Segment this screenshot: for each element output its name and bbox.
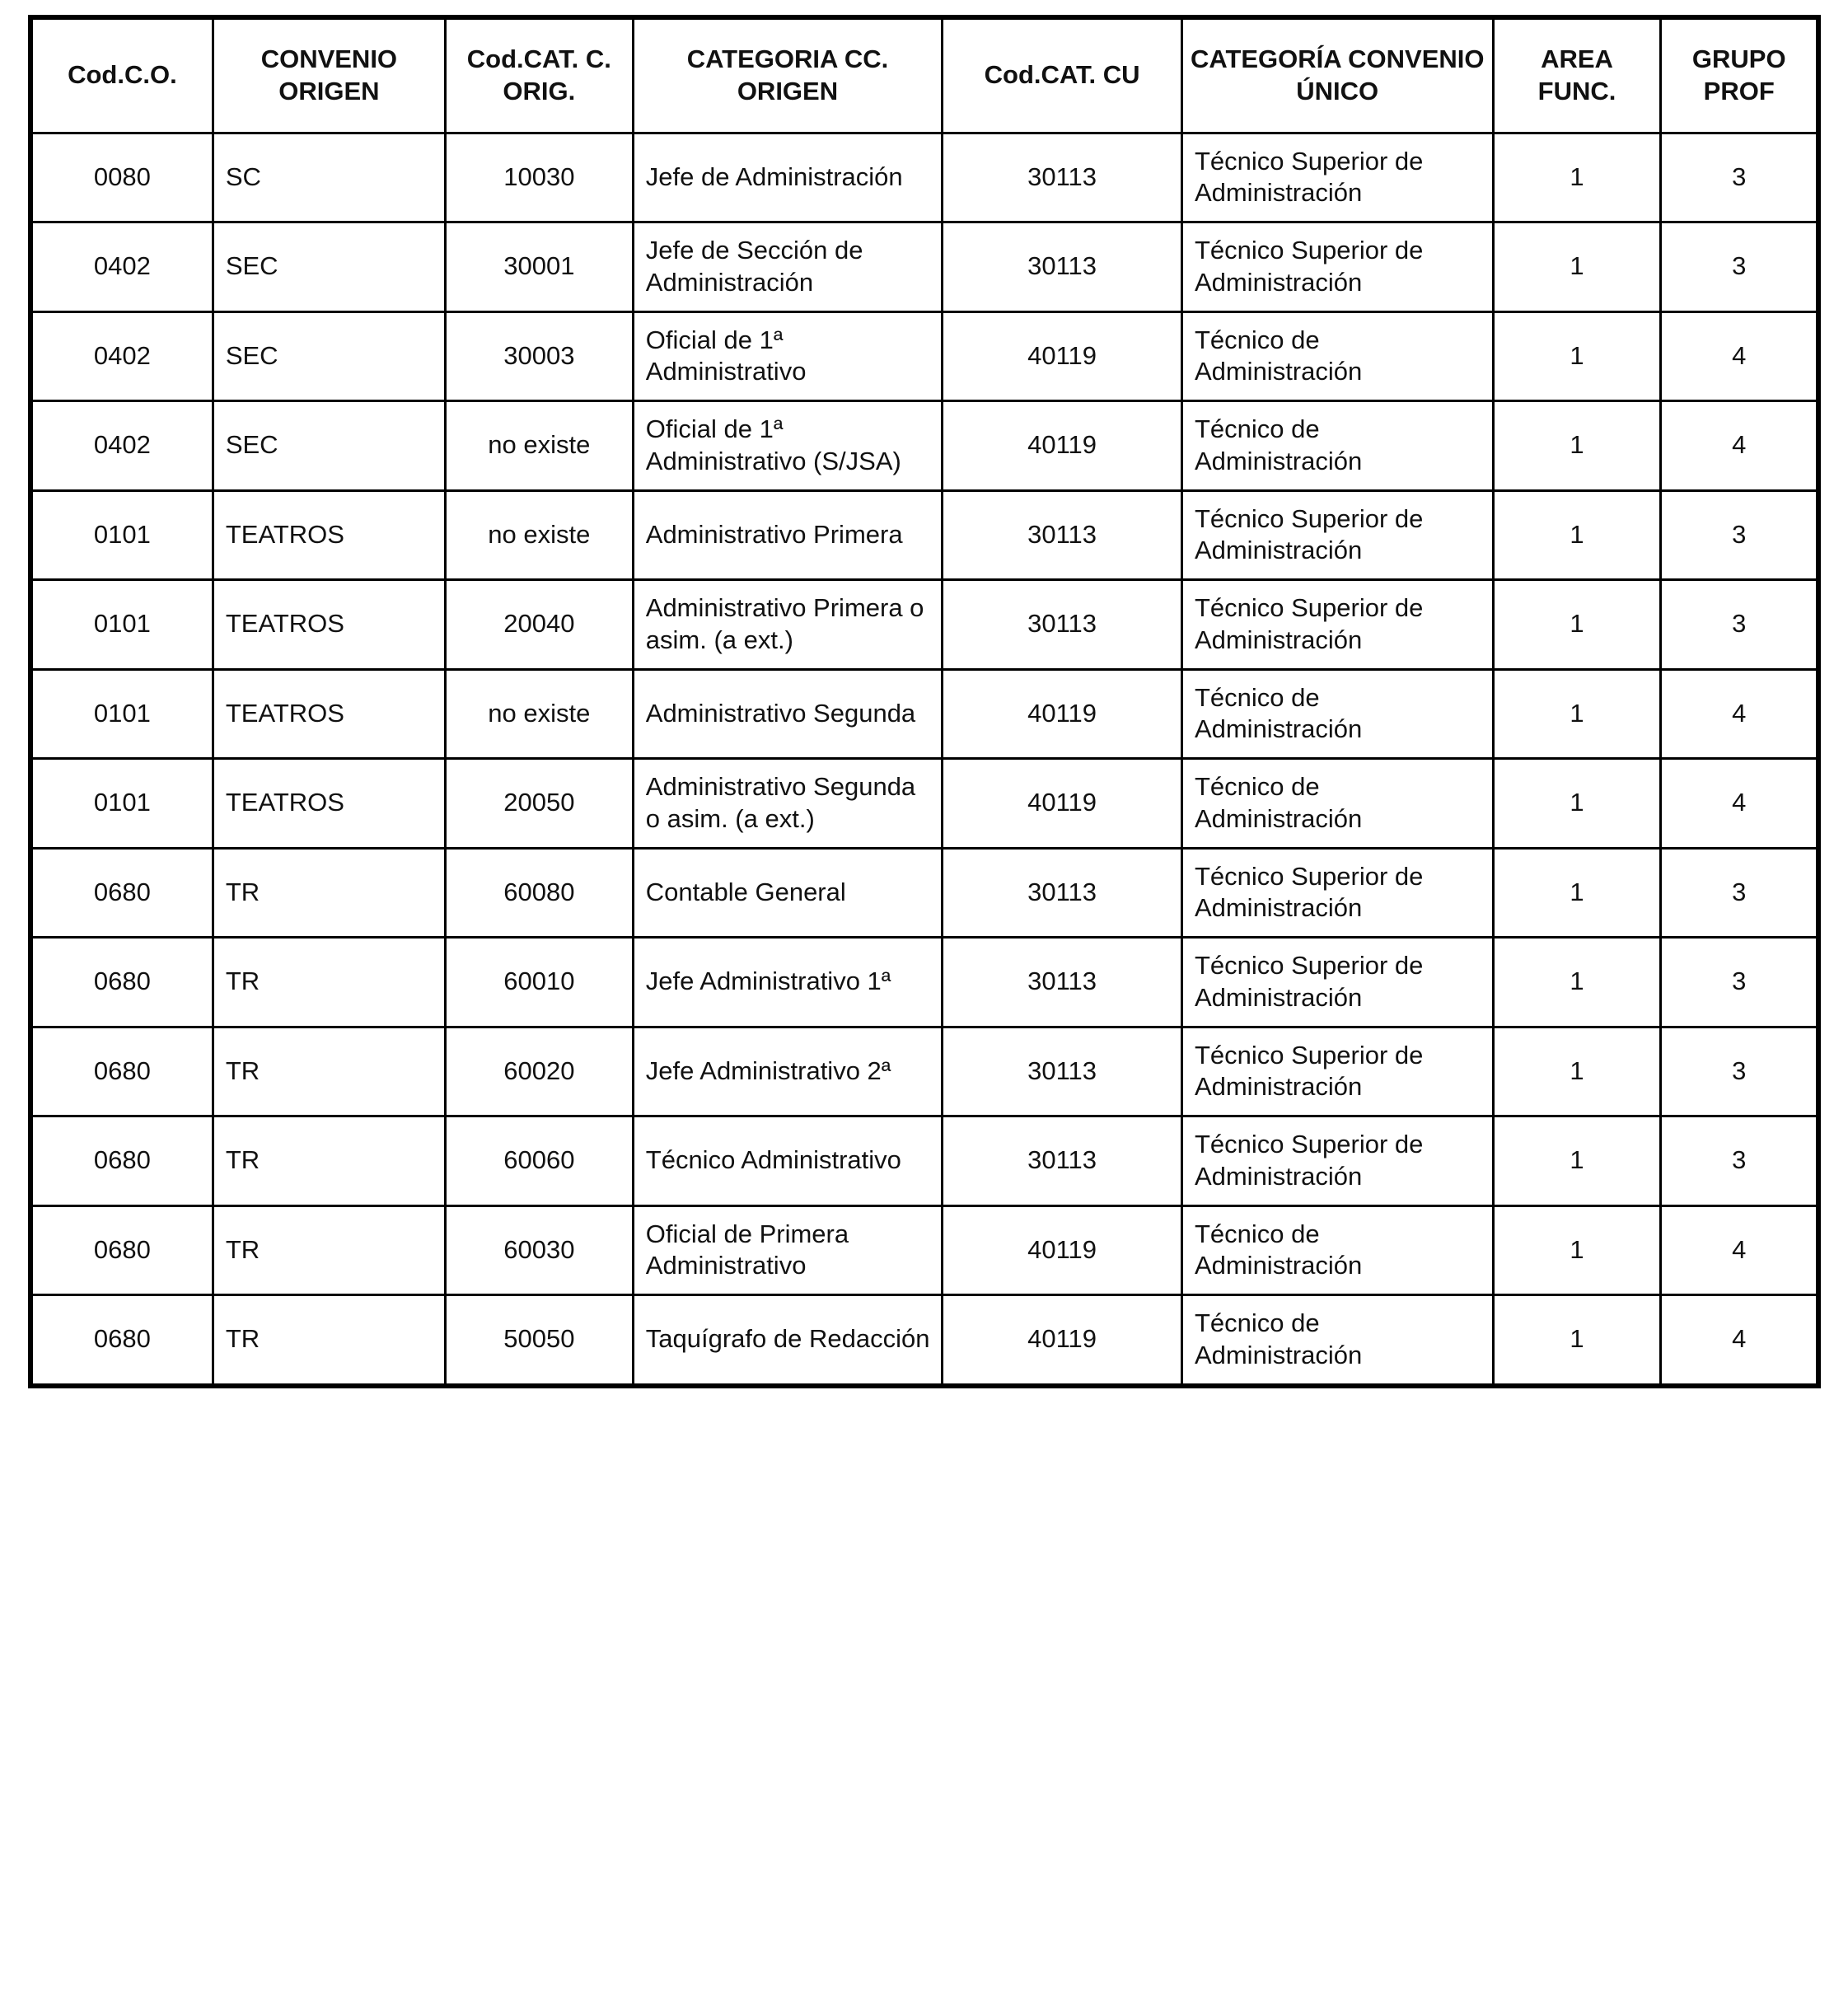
table-cell: 60060 <box>445 1116 633 1206</box>
table-cell: 0680 <box>30 1205 213 1295</box>
table-body <box>30 133 1818 1386</box>
table-cell: Técnico Superior de Administración <box>1181 490 1493 580</box>
table-cell: 40119 <box>943 401 1182 491</box>
table-cell: 1 <box>1493 669 1661 759</box>
table-cell: 30113 <box>943 848 1182 938</box>
table-cell: 1 <box>1493 580 1661 670</box>
column-header-cod-cat-cu: Cod.CAT. CU <box>943 17 1182 133</box>
table-cell: TR <box>213 1205 445 1295</box>
table-cell: 50050 <box>445 1295 633 1386</box>
table-cell: Técnico Administrativo <box>633 1116 942 1206</box>
table-cell: TEATROS <box>213 759 445 849</box>
table-cell: 3 <box>1661 1116 1818 1206</box>
table-cell: 0402 <box>30 222 213 312</box>
table-cell: Jefe de Administración <box>633 133 942 222</box>
table-cell: 1 <box>1493 759 1661 849</box>
table-cell: 1 <box>1493 133 1661 222</box>
table-cell: Técnico de Administración <box>1181 669 1493 759</box>
table-cell: 0680 <box>30 1027 213 1116</box>
table-cell: 1 <box>1493 1205 1661 1295</box>
table-cell: 20050 <box>445 759 633 849</box>
table-cell: 0101 <box>30 669 213 759</box>
table-cell: Técnico de Administración <box>1181 1295 1493 1386</box>
table-cell: no existe <box>445 401 633 491</box>
table-cell: 30001 <box>445 222 633 312</box>
table-row <box>30 133 1818 222</box>
table-row <box>30 222 1818 312</box>
table-cell: TEATROS <box>213 580 445 670</box>
table-row <box>30 311 1818 401</box>
table-cell: TR <box>213 1027 445 1116</box>
table-cell: 3 <box>1661 222 1818 312</box>
table-cell: Contable General <box>633 848 942 938</box>
table-cell: 40119 <box>943 1295 1182 1386</box>
table-cell: 60020 <box>445 1027 633 1116</box>
table-cell: 30113 <box>943 222 1182 312</box>
table-cell: Técnico Superior de Administración <box>1181 848 1493 938</box>
table-cell: 60080 <box>445 848 633 938</box>
table-cell: Administrativo Segunda o asim. (a ext.) <box>633 759 942 849</box>
column-header-categoria-convenio-unico: CATEGORÍA CONVENIO ÚNICO <box>1181 17 1493 133</box>
table-cell: 1 <box>1493 401 1661 491</box>
table-cell: 1 <box>1493 222 1661 312</box>
table-cell: 1 <box>1493 848 1661 938</box>
table-cell: Técnico Superior de Administración <box>1181 1116 1493 1206</box>
table-cell: 0402 <box>30 311 213 401</box>
column-header-categoria-cc-origen: CATEGORIA CC. ORIGEN <box>633 17 942 133</box>
table-row <box>30 401 1818 491</box>
table-row <box>30 490 1818 580</box>
table-cell: 4 <box>1661 1205 1818 1295</box>
table-cell: 1 <box>1493 490 1661 580</box>
table-cell: Técnico Superior de Administración <box>1181 133 1493 222</box>
table-cell: TR <box>213 1116 445 1206</box>
table-cell: 1 <box>1493 1295 1661 1386</box>
table-header-row <box>30 17 1818 133</box>
table-cell: 3 <box>1661 938 1818 1027</box>
table-cell: 30113 <box>943 580 1182 670</box>
column-header-cod-co: Cod.C.O. <box>30 17 213 133</box>
table-cell: 1 <box>1493 311 1661 401</box>
table-cell: 30003 <box>445 311 633 401</box>
table-cell: TR <box>213 938 445 1027</box>
column-header-grupo-prof: GRUPO PROF <box>1661 17 1818 133</box>
table-cell: 4 <box>1661 401 1818 491</box>
table-cell: 0680 <box>30 1116 213 1206</box>
table-cell: 60010 <box>445 938 633 1027</box>
table-cell: 0680 <box>30 938 213 1027</box>
table-cell: 10030 <box>445 133 633 222</box>
table-row <box>30 1116 1818 1206</box>
table-cell: 3 <box>1661 580 1818 670</box>
table-cell: Oficial de 1ª Administrativo <box>633 311 942 401</box>
table-cell: 3 <box>1661 848 1818 938</box>
table-cell: 4 <box>1661 669 1818 759</box>
table-cell: 1 <box>1493 1116 1661 1206</box>
table-cell: Jefe Administrativo 2ª <box>633 1027 942 1116</box>
table-cell: 0101 <box>30 490 213 580</box>
table-cell: SEC <box>213 311 445 401</box>
table-cell: Técnico Superior de Administración <box>1181 1027 1493 1116</box>
table-cell: SEC <box>213 222 445 312</box>
table-cell: Jefe de Sección de Administración <box>633 222 942 312</box>
table-cell: 0402 <box>30 401 213 491</box>
table-cell: Administrativo Segunda <box>633 669 942 759</box>
table-cell: Oficial de Primera Administrativo <box>633 1205 942 1295</box>
table-cell: Administrativo Primera <box>633 490 942 580</box>
table-cell: 0680 <box>30 1295 213 1386</box>
table-cell: no existe <box>445 669 633 759</box>
table-cell: 0101 <box>30 759 213 849</box>
table-cell: 0101 <box>30 580 213 670</box>
table-cell: TR <box>213 848 445 938</box>
table-cell: 1 <box>1493 938 1661 1027</box>
table-cell: 4 <box>1661 311 1818 401</box>
table-cell: 40119 <box>943 759 1182 849</box>
table-cell: 30113 <box>943 938 1182 1027</box>
table-cell: Administrativo Primera o asim. (a ext.) <box>633 580 942 670</box>
table-cell: Técnico Superior de Administración <box>1181 938 1493 1027</box>
table-cell: 0680 <box>30 848 213 938</box>
table-cell: 4 <box>1661 1295 1818 1386</box>
table-cell: 20040 <box>445 580 633 670</box>
table-cell: Técnico Superior de Administración <box>1181 580 1493 670</box>
table-header <box>30 17 1818 133</box>
table-row <box>30 1205 1818 1295</box>
table-cell: 4 <box>1661 759 1818 849</box>
table-row <box>30 580 1818 670</box>
table-cell: SC <box>213 133 445 222</box>
table-cell: Técnico de Administración <box>1181 311 1493 401</box>
table-row <box>30 669 1818 759</box>
table-cell: TEATROS <box>213 669 445 759</box>
table-cell: 40119 <box>943 311 1182 401</box>
table-cell: Técnico de Administración <box>1181 759 1493 849</box>
table-cell: Técnico Superior de Administración <box>1181 222 1493 312</box>
table-cell: 60030 <box>445 1205 633 1295</box>
table-cell: SEC <box>213 401 445 491</box>
table-row <box>30 759 1818 849</box>
table-cell: Técnico de Administración <box>1181 1205 1493 1295</box>
table-cell: 30113 <box>943 490 1182 580</box>
table-cell: 40119 <box>943 1205 1182 1295</box>
table-cell: 1 <box>1493 1027 1661 1116</box>
table-cell: 30113 <box>943 1027 1182 1116</box>
table-cell: 0080 <box>30 133 213 222</box>
table-cell: Técnico de Administración <box>1181 401 1493 491</box>
table-cell: 40119 <box>943 669 1182 759</box>
table-cell: 3 <box>1661 490 1818 580</box>
table-row <box>30 1027 1818 1116</box>
table-cell: Jefe Administrativo 1ª <box>633 938 942 1027</box>
table-row <box>30 1295 1818 1386</box>
table-cell: 3 <box>1661 133 1818 222</box>
equivalence-table <box>28 15 1821 1388</box>
table-cell: TR <box>213 1295 445 1386</box>
table-cell: no existe <box>445 490 633 580</box>
table-row <box>30 848 1818 938</box>
table-cell: 3 <box>1661 1027 1818 1116</box>
column-header-convenio-origen: CONVENIO ORIGEN <box>213 17 445 133</box>
table-cell: 30113 <box>943 133 1182 222</box>
column-header-area-func: AREA FUNC. <box>1493 17 1661 133</box>
table-cell: 30113 <box>943 1116 1182 1206</box>
table-cell: TEATROS <box>213 490 445 580</box>
column-header-cod-cat-c-orig: Cod.CAT. C. ORIG. <box>445 17 633 133</box>
table-row <box>30 938 1818 1027</box>
table-cell: Oficial de 1ª Administrativo (S/JSA) <box>633 401 942 491</box>
table-cell: Taquígrafo de Redacción <box>633 1295 942 1386</box>
